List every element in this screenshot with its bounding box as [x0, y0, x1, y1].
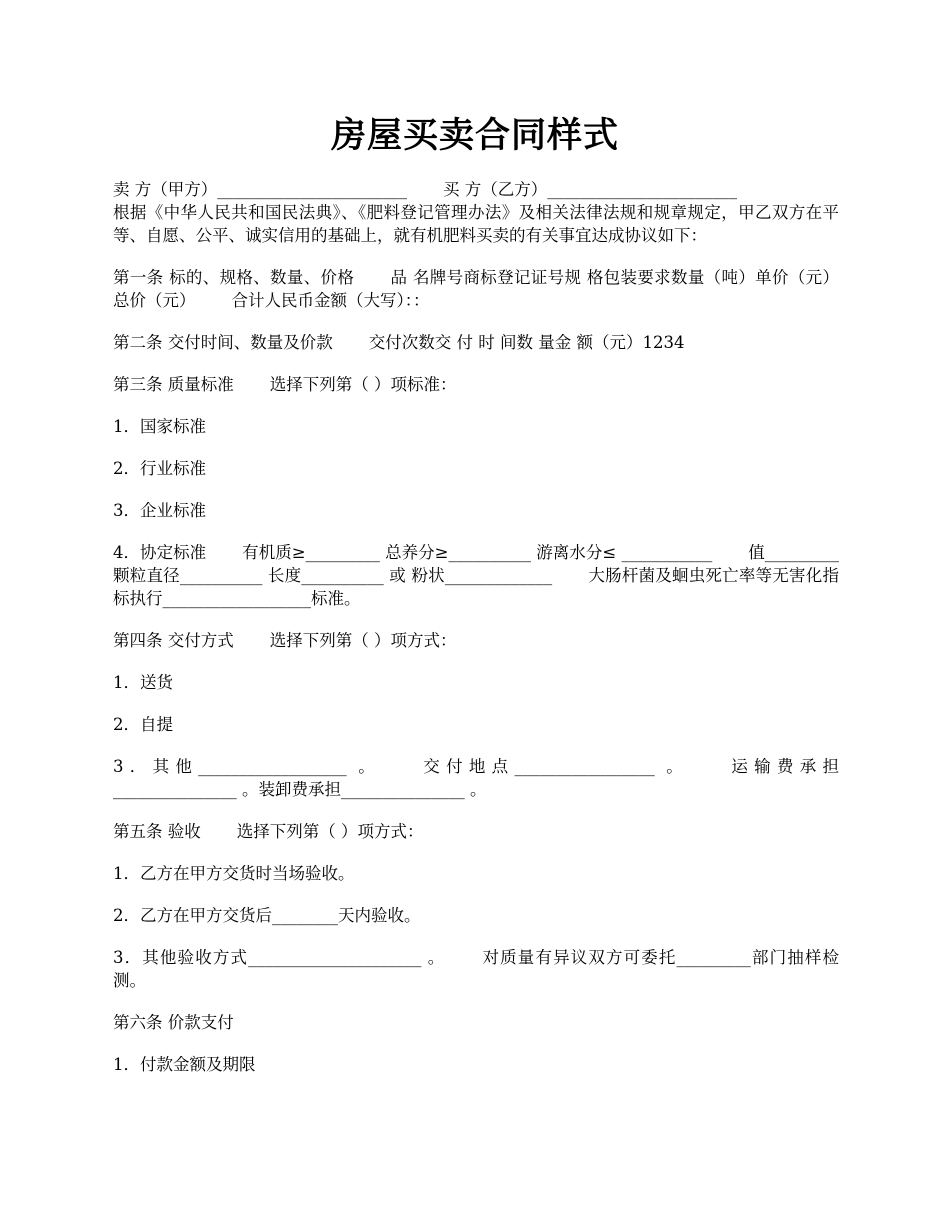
article-3-item-4-tail: 值_________ 颗粒直径__________ 长度__________ 或 粉状_____________	[113, 543, 840, 585]
article-1	[113, 266, 839, 312]
article-5	[113, 820, 839, 843]
article-3-item: 2．行业标准	[113, 459, 206, 478]
article-6-heading: 第六条 价款支付	[113, 1013, 234, 1032]
article-1-total: 合计人民币金额（大写）：：	[231, 291, 430, 310]
article-5-item-3-label: 3．其他验收方式_____________________ 。	[113, 948, 446, 967]
article-4-item-3-place: 交付地点_________________ 。	[417, 757, 690, 776]
article-3-item-4-text: 有机质≥_________ 总养分≥__________ 游离水分≤ ___________	[242, 543, 713, 562]
buyer-field: 买 方（乙方）_______________________	[443, 180, 737, 199]
parties-line	[113, 178, 839, 201]
article-5-heading: 第五条 验收	[113, 822, 201, 841]
article-4-prompt: 选择下列第（ ）项方式：	[269, 631, 457, 650]
intro-paragraph: 根据《中华人民共和国民法典》、《肥料登记管理办法》及相关法律法规和规章规定，甲乙双方在平等、自愿、公平、诚实信用的基础上，就有机肥料买卖的有关事宜达成协议如下：	[113, 203, 839, 245]
seller-field: 卖 方（甲方）_______________________	[113, 180, 407, 199]
article-4-item: 2．自提	[113, 715, 173, 734]
article-4-item-3-label: 3．其他__________________ 。	[113, 757, 381, 776]
article-4-item-3-transport: 运输费承担_______________ 。装卸费承担_______________ 。	[113, 757, 840, 799]
article-1-heading: 第一条 标的、规格、数量、价格	[113, 268, 355, 287]
article-5-item: 2．乙方在甲方交货后________天内验收。	[113, 906, 421, 925]
article-4	[113, 629, 839, 652]
article-4-heading: 第四条 交付方式	[113, 631, 234, 650]
article-2-heading: 第二条 交付时间、数量及价款	[113, 333, 333, 352]
article-6-item: 1．付款金额及期限	[113, 1055, 256, 1074]
document-title: 房屋买卖合同样式	[330, 115, 619, 156]
article-2	[113, 331, 839, 354]
article-2-columns: 交付次数交 付 时 间数 量金 额（元）1234	[368, 333, 685, 352]
article-1-columns: 品 名牌号商标登记证号规 格包装要求数量（吨）单价（元）总价（元）	[113, 268, 839, 310]
article-4-item-3	[113, 755, 839, 801]
article-5-item: 1．乙方在甲方交货时当场验收。	[113, 864, 355, 883]
article-3-item-4-label: 4．协定标准	[113, 543, 207, 562]
article-5-prompt: 选择下列第（ ）项方式：	[236, 822, 424, 841]
article-3-item-4-end: 大肠杆菌及蛔虫死亡率等无害化指标执行__________________标准。	[113, 566, 839, 608]
article-3-item: 1．国家标准	[113, 417, 206, 436]
article-5-item-3	[113, 946, 839, 992]
article-3	[113, 373, 839, 396]
article-3-heading: 第三条 质量标准	[113, 375, 234, 394]
article-3-item: 3．企业标准	[113, 501, 206, 520]
article-5-item-3-tail: 对质量有异议双方可委托_________部门抽样检测。	[113, 948, 840, 990]
article-3-item-4	[113, 541, 839, 610]
document-body	[113, 178, 839, 1095]
article-4-item: 1．送货	[113, 673, 173, 692]
article-3-prompt: 选择下列第（ ）项标准：	[269, 375, 457, 394]
